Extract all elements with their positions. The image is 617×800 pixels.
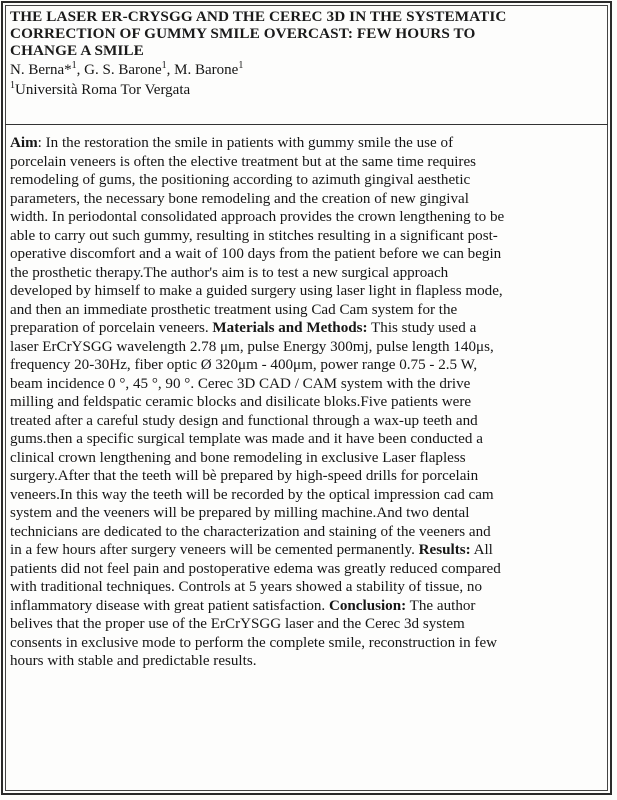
abstract-title [10, 8, 605, 59]
abstract-line [10, 449, 604, 468]
author-separator: , [76, 62, 85, 78]
abstract-line [10, 190, 604, 209]
affiliation-mark: 1 [10, 80, 15, 91]
title-line: THE LASER ER-CRYSGG AND THE CEREC 3D IN THE SYSTEMATIC [10, 8, 507, 25]
author-affiliation-mark: 1 [238, 60, 244, 71]
body-text: system and the veeners will be prepared by milling machine.And two dental [10, 505, 470, 521]
title-line: CORRECTION OF GUMMY SMILE OVERCAST: FEW HOURS TO [10, 25, 476, 42]
author-name: G. S. Barone [84, 62, 162, 78]
section-heading: Results: [418, 542, 471, 558]
body-text: porcelain veneers is often the elective treatment but at the same time requires [10, 153, 477, 170]
abstract-body [10, 134, 604, 671]
body-text: operative discomfort and a wait of 100 days from the patient before we can begin [10, 246, 502, 262]
body-text: parameters, the necessary bone remodeling and the creation of new gingival [10, 190, 469, 207]
abstract-line [10, 523, 604, 542]
body-text: consents in exclusive mode to perform the complete smile, reconstruction in few [10, 634, 498, 651]
body-text: patients did not feel pain and postoperative edema was greatly reduced compared [10, 560, 501, 577]
body-text: preparation of porcelain veneers. [10, 320, 213, 336]
affiliation [10, 80, 605, 100]
affiliation-name: Università Roma Tor Vergata [15, 82, 191, 98]
body-text: gums.then a specific surgical template was made and it have been conducted a [10, 431, 483, 447]
abstract-line [10, 560, 604, 579]
author-affiliation-mark: 1 [161, 60, 167, 71]
body-text: width. In periodontal consolidated approach provides the crown lengthening to be [10, 209, 505, 225]
author-name: M. Barone [174, 62, 239, 78]
abstract-line [10, 412, 604, 431]
abstract-line [10, 227, 604, 246]
abstract-line [10, 356, 604, 375]
abstract-line [10, 301, 604, 320]
abstract-line [10, 430, 604, 449]
author-name: N. Berna* [10, 62, 72, 78]
author [10, 62, 84, 78]
body-text: inflammatory disease with great patient satisfaction. [10, 597, 329, 614]
body-text: milling and feldspatic ceramic blocks and disilicate bloks.Five patients were [10, 394, 472, 410]
author [84, 62, 174, 78]
abstract-line [10, 264, 604, 283]
abstract-line [10, 171, 604, 190]
body-text: the prosthetic therapy.The author's aim is to test a new surgical approach [10, 264, 449, 281]
abstract-line [10, 504, 604, 523]
body-text: : In the restoration the smile in patients with gummy smile the use of [37, 135, 454, 151]
abstract-line [10, 393, 604, 412]
author [174, 62, 243, 78]
header-section [10, 8, 605, 100]
abstract-line [10, 319, 604, 338]
body-text: veneers.In this way the teeth will be recorded by the optical impression cad cam [10, 486, 494, 503]
abstract-line [10, 208, 604, 227]
body-text: hours with stable and predictable results. [10, 653, 257, 669]
abstract-line [10, 578, 604, 597]
body-text: The author [406, 597, 476, 614]
body-text: in a few hours after surgery veneers will be cemented permanently. [10, 542, 419, 558]
body-text: belives that the proper use of the ErCrYSGG laser and the Cerec 3d system [10, 616, 465, 632]
body-text: frequency 20-30Hz, fiber optic Ø 320μm - 400μm, power range 0.75 - 2.5 W, [10, 357, 478, 373]
abstract-line [10, 541, 604, 560]
abstract-line [10, 615, 604, 634]
abstract-line [10, 375, 604, 394]
author-affiliation-mark: 1 [71, 60, 77, 71]
body-text: technicians are dedicated to the characterization and staining of the veeners and [10, 523, 491, 540]
abstract-line [10, 134, 604, 153]
section-heading: Conclusion: [328, 597, 407, 614]
section-heading: Materials and Methods: [212, 320, 368, 336]
abstract-line [10, 282, 604, 301]
abstract-line [10, 338, 604, 357]
abstract-line [10, 153, 604, 172]
body-text: with traditional techniques. Controls at 5 years showed a stability of tissue, no [10, 579, 483, 595]
body-text: remodeling of gums, the positioning according to azimuth gingival aesthetic [10, 172, 471, 188]
body-text: laser ErCrYSGG wavelength 2.78 μm, pulse Energy 300mj, pulse length 140μs, [10, 338, 494, 355]
title-line: CHANGE A SMILE [10, 42, 144, 59]
body-text: All [470, 542, 493, 558]
author-list [10, 61, 605, 80]
body-text: beam incidence 0 °, 45 °, 90 °. Cerec 3D CAD / CAM system with the drive [10, 375, 471, 392]
abstract-line [10, 634, 604, 653]
body-text: and then an immediate prosthetic treatment using Cad Cam system for the [10, 301, 458, 318]
abstract-line [10, 652, 604, 671]
body-text: This study used a [367, 320, 477, 336]
abstract-line [10, 486, 604, 505]
header-divider [5, 124, 608, 125]
abstract-line [10, 597, 604, 616]
body-text: developed by himself to make a guided surgery using laser light in flapless mode, [10, 283, 503, 299]
abstract-line [10, 245, 604, 264]
body-text: clinical crown lengthening and bone remodeling in exclusive Laser flapless [10, 449, 466, 466]
abstract-line [10, 467, 604, 486]
body-text: treated after a careful study design and functional through a wax-up teeth and [10, 412, 478, 429]
body-text: able to carry out such gummy, resulting in stitches resulting in a significant post- [10, 227, 498, 244]
body-text: surgery.After that the teeth will bè prepared by high-speed drills for porcelain [10, 468, 479, 484]
section-heading: Aim [10, 135, 38, 151]
author-separator: , [166, 62, 175, 78]
